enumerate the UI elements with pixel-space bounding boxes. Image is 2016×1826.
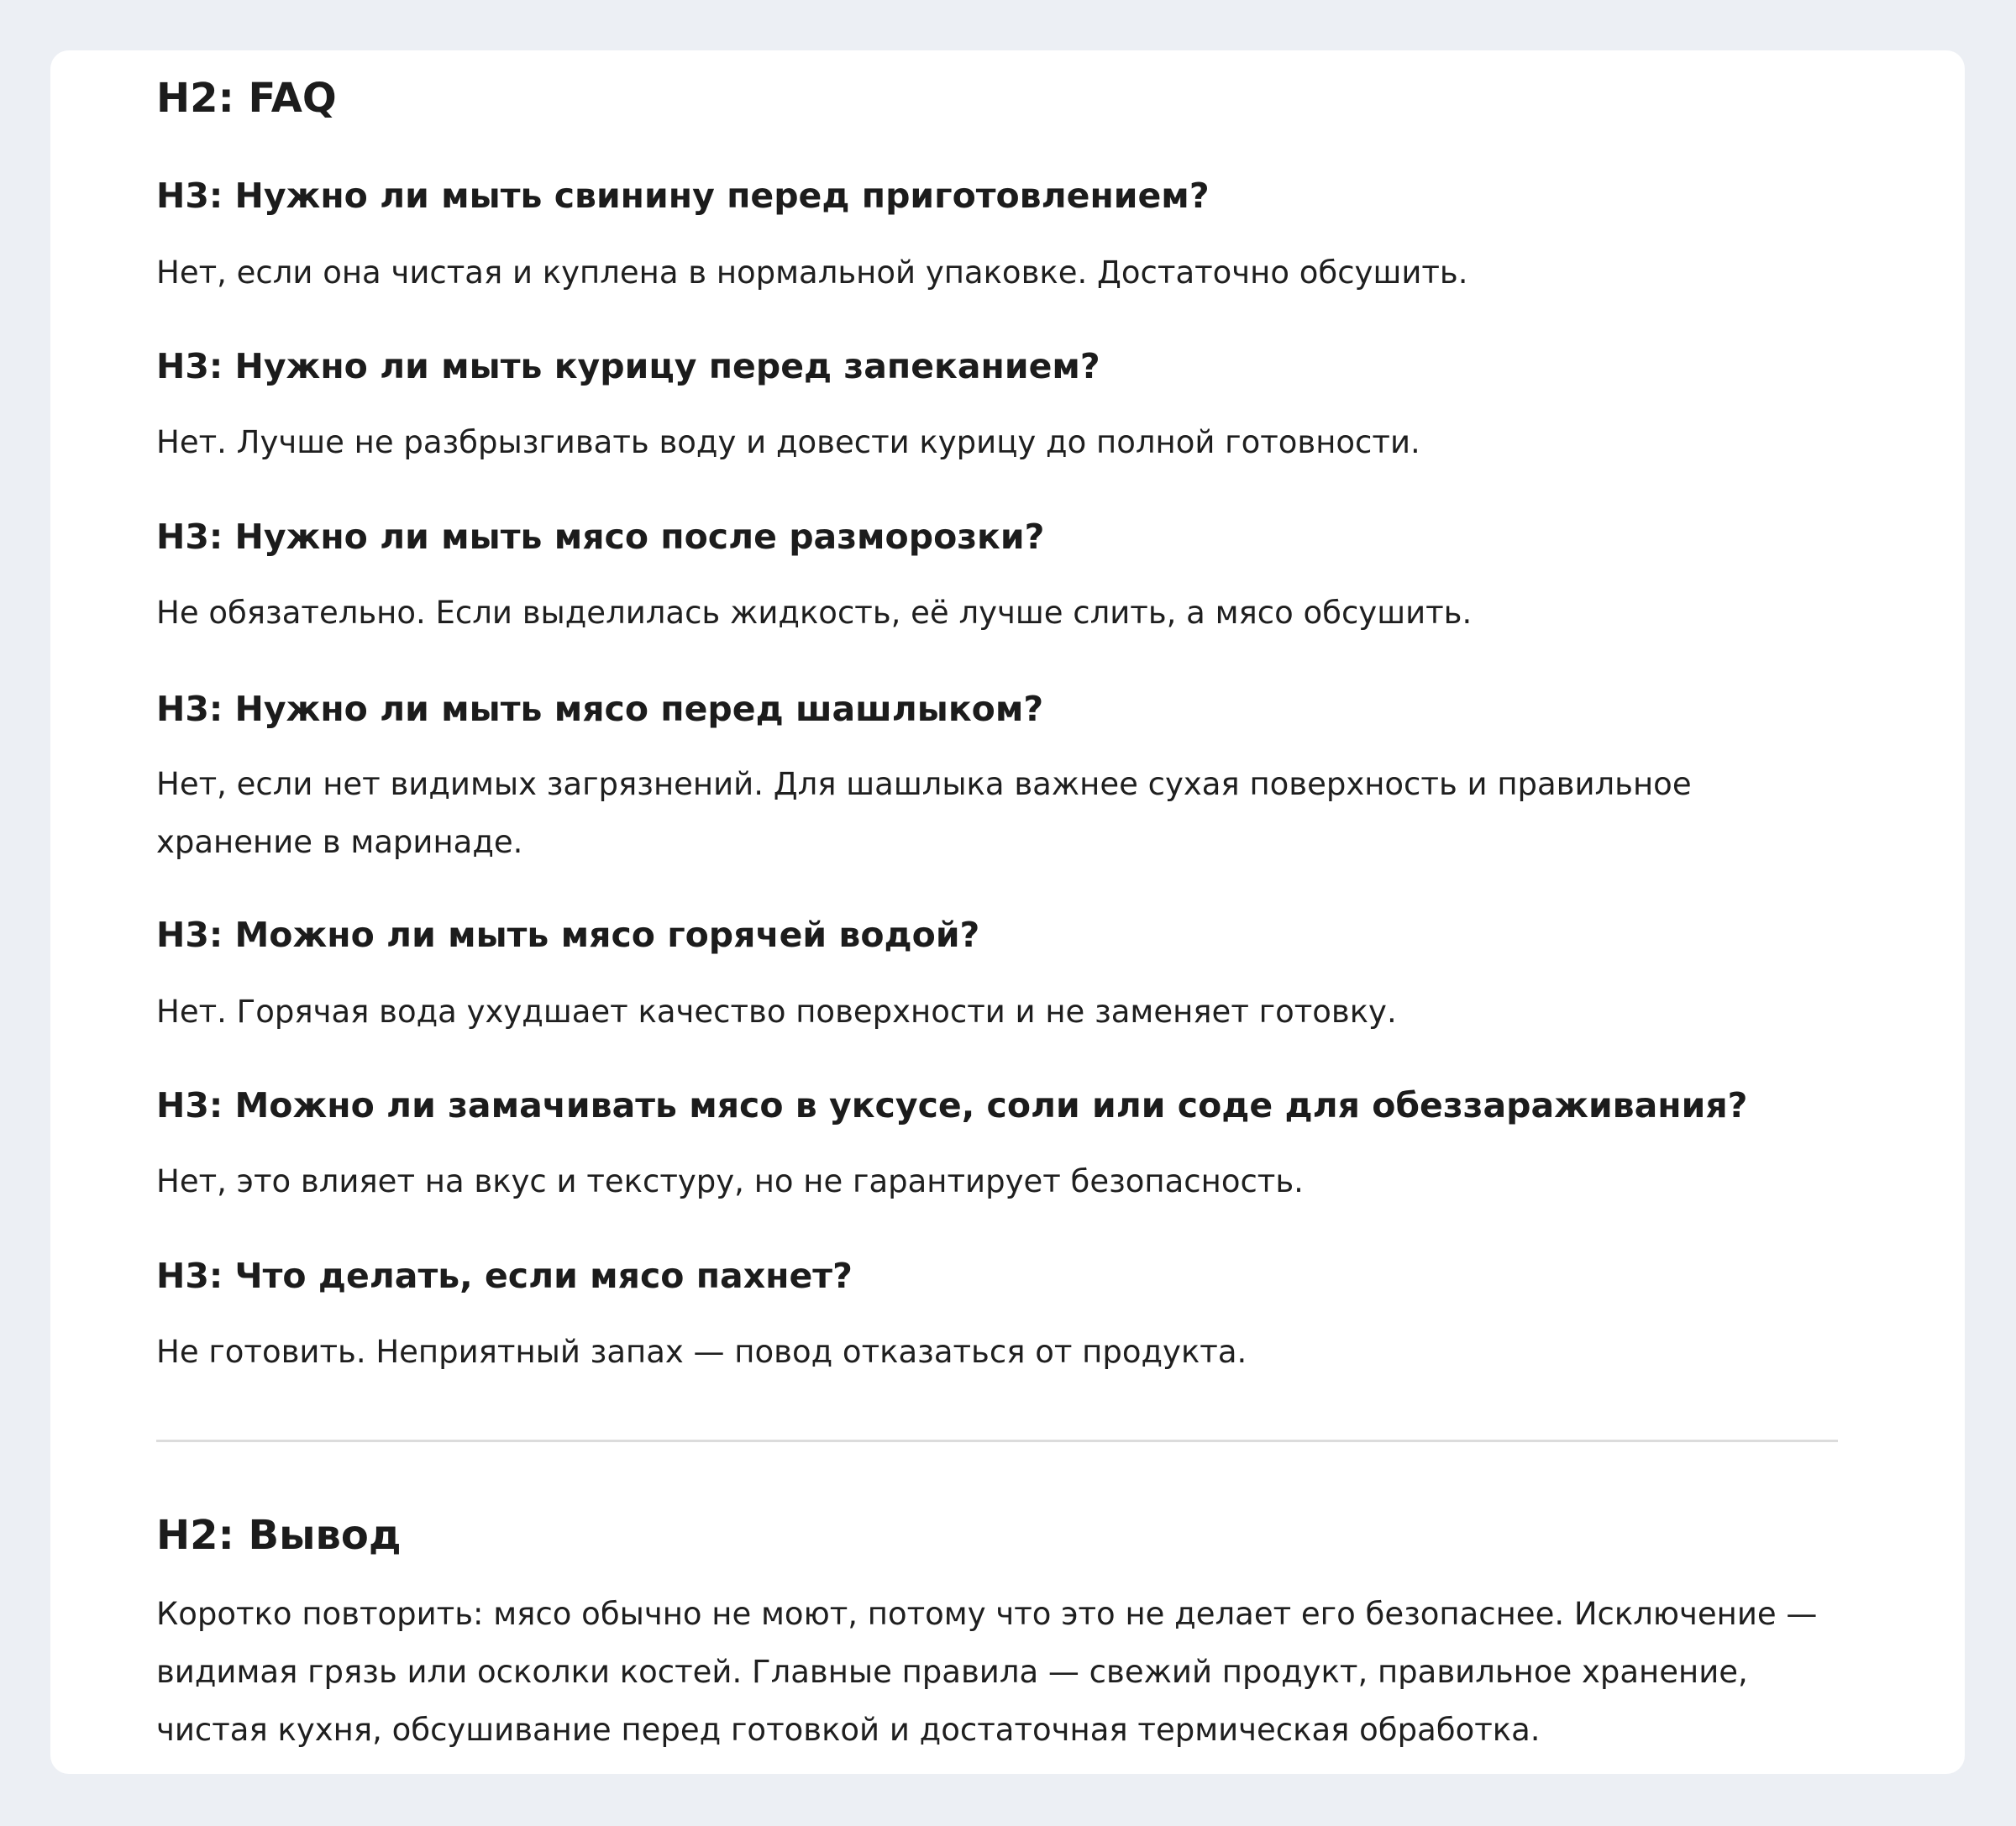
faq-answer: Нет, если нет видимых загрязнений. Для шашлыка важнее сухая поверхность и правильное хранение в маринаде. xyxy=(156,766,1692,860)
faq-question: H3: Можно ли замачивать мясо в уксусе, соли или соде для обеззараживания? xyxy=(156,1085,1748,1126)
faq-answer: Нет, это влияет на вкус и текстуру, но не гарантирует безопасность. xyxy=(156,1163,1304,1199)
faq-heading: H2: FAQ xyxy=(156,75,337,122)
faq-answer: Нет, если она чистая и куплена в нормальной упаковке. Достаточно обсушить. xyxy=(156,254,1468,291)
faq-question: H3: Нужно ли мыть мясо после разморозки? xyxy=(156,517,1045,557)
article-card xyxy=(50,50,1965,1774)
faq-answer: Нет. Горячая вода ухудшает качество поверхности и не заменяет готовку. xyxy=(156,994,1397,1030)
faq-answer: Не обязательно. Если выделилась жидкость, её лучше слить, а мясо обсушить. xyxy=(156,595,1473,631)
faq-question: H3: Можно ли мыть мясо горячей водой? xyxy=(156,915,980,955)
conclusion-heading: H2: Вывод xyxy=(156,1512,402,1559)
faq-answer: Не готовить. Неприятный запах — повод отказаться от продукта. xyxy=(156,1334,1247,1370)
conclusion-text: Коротко повторить: мясо обычно не моют, потому что это не делает его безопаснее. Исключение — видимая грязь или осколки костей. Главные правила — свежий продукт, правильное хранение, чистая кухня, обсушивание перед готовкой и достаточная термическая обработка. xyxy=(156,1596,1818,1748)
faq-answer: Нет. Лучше не разбрызгивать воду и довести курицу до полной готовности. xyxy=(156,424,1420,460)
section-divider xyxy=(156,1440,1838,1442)
faq-question: H3: Нужно ли мыть курицу перед запеканием? xyxy=(156,346,1100,386)
faq-question: H3: Нужно ли мыть мясо перед шашлыком? xyxy=(156,689,1044,729)
faq-question: H3: Что делать, если мясо пахнет? xyxy=(156,1256,853,1296)
faq-question: H3: Нужно ли мыть свинину перед приготовлением? xyxy=(156,176,1210,216)
